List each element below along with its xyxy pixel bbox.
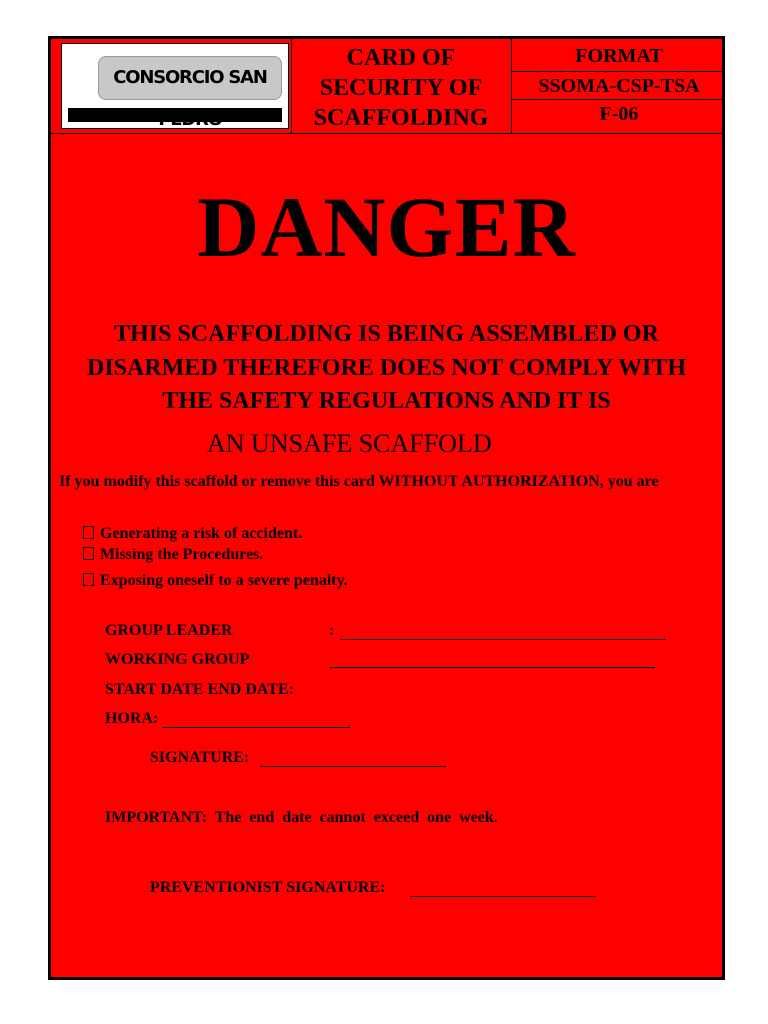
signature-field[interactable] bbox=[260, 766, 446, 767]
format-label: FORMAT bbox=[575, 45, 663, 67]
bullet-item bbox=[83, 525, 302, 543]
logo-text: CONSORCIO SAN bbox=[98, 56, 282, 100]
danger-heading: DANGER bbox=[197, 179, 576, 275]
statement-line: DISARMED THEREFORE DOES NOT COMPLY WITH bbox=[86, 355, 686, 381]
format-code: SSOMA-CSP-TSA bbox=[538, 75, 700, 97]
unsafe-scaffold-line: AN UNSAFE SCAFFOLD bbox=[207, 429, 492, 458]
bullet-text: Exposing oneself to a severe penalty. bbox=[100, 572, 348, 589]
logo-bar bbox=[68, 108, 282, 122]
card-header bbox=[51, 39, 722, 134]
checkbox-icon bbox=[83, 526, 94, 539]
format-divider bbox=[511, 71, 725, 72]
checkbox-icon bbox=[83, 547, 94, 560]
checkbox-icon bbox=[83, 573, 94, 586]
bullet-text: Missing the Procedures. bbox=[100, 546, 264, 563]
group-leader-separator: : bbox=[329, 622, 335, 639]
signature-label: SIGNATURE: bbox=[150, 749, 250, 766]
format-divider bbox=[511, 99, 725, 100]
preventionist-signature-field[interactable] bbox=[410, 896, 596, 897]
dates-label: START DATE END DATE: bbox=[105, 681, 294, 698]
statement-line: THE SAFETY REGULATIONS AND IT IS bbox=[162, 388, 611, 414]
card-title bbox=[291, 43, 511, 133]
format-number: F-06 bbox=[599, 103, 639, 125]
working-group-label: WORKING GROUP bbox=[105, 651, 250, 668]
bullet-item bbox=[83, 572, 348, 590]
card-title-line: CARD OF bbox=[346, 45, 456, 71]
working-group-field[interactable] bbox=[329, 667, 655, 668]
statement-line: THIS SCAFFOLDING IS BEING ASSEMBLED OR bbox=[114, 321, 659, 347]
warning-intro: If you modify this scaffold or remove this card WITHOUT AUTHORIZATION, you are bbox=[59, 473, 659, 490]
card-title-line: SECURITY OF bbox=[319, 75, 483, 101]
group-leader-label: GROUP LEADER bbox=[105, 622, 233, 639]
bullet-item bbox=[83, 546, 263, 564]
important-note: IMPORTANT: The end date cannot exceed one week. bbox=[105, 809, 498, 826]
hora-field[interactable] bbox=[163, 727, 350, 728]
group-leader-field[interactable] bbox=[340, 639, 666, 640]
danger-card bbox=[48, 36, 725, 980]
preventionist-signature-label: PREVENTIONIST SIGNATURE: bbox=[150, 879, 386, 896]
company-logo bbox=[61, 43, 289, 129]
hora-label: HORA: bbox=[105, 710, 159, 727]
header-divider bbox=[511, 39, 512, 133]
card-title-line: SCAFFOLDING bbox=[313, 105, 489, 131]
bullet-text: Generating a risk of accident. bbox=[100, 525, 303, 542]
